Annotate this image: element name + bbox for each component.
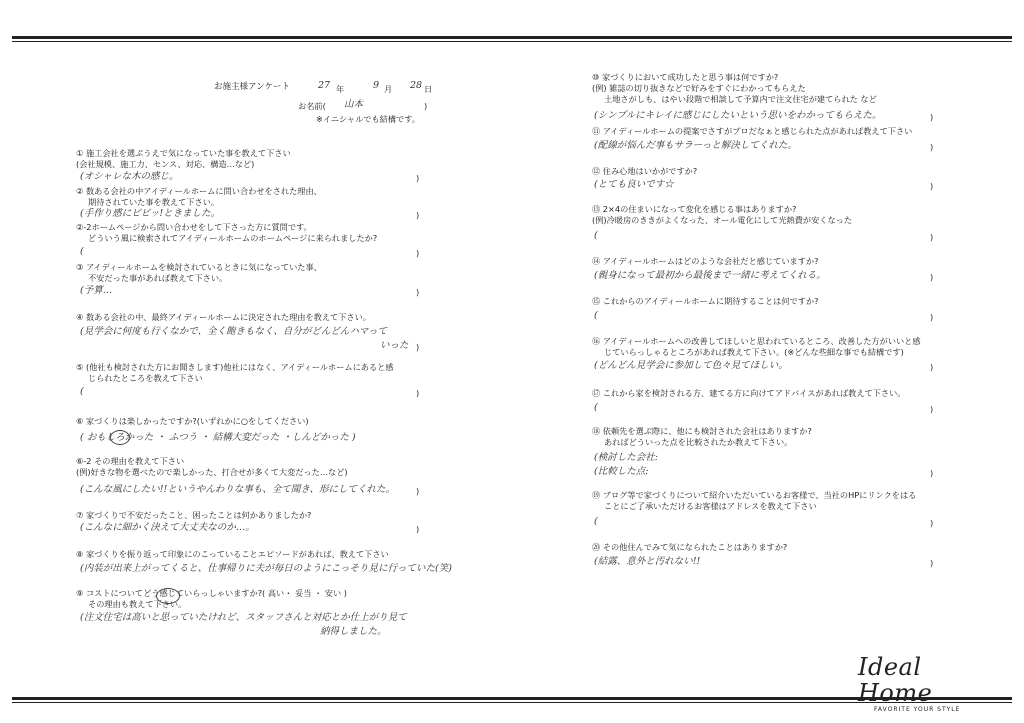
date-year-label: 年 (336, 84, 345, 94)
q11-question-line: ⑪ アイディールホームの提案でさすがプロだなぁと感じられた点があれば教えて下さい (592, 126, 913, 136)
q1-question-line: (会社規模、施工力、センス、対応、構造…など) (76, 159, 255, 169)
q3-answer-close: ) (416, 287, 420, 297)
survey-title: お施主様アンケート (214, 82, 290, 92)
q5-question-line: じられたところを教えて下さい (88, 373, 203, 383)
q2-answer: (手作り感にビビッ!ときました。 (80, 208, 221, 219)
q3-answer: (予算… (80, 285, 113, 296)
q2b-question-line: ②-2ホームページから問い合わせをして下さった方に質問です。 (76, 222, 312, 232)
q20-question-line: ⑳ その他住んでみて気になられたことはありますか? (592, 542, 788, 552)
q9-question-line: その理由も教えて下さい。 (88, 599, 187, 609)
q3-question-line: 不安だった事があれば教えて下さい。 (88, 273, 228, 283)
q1-answer-close: ) (416, 173, 420, 183)
q18-answer-close: ) (930, 468, 934, 478)
q5-answer-close: ) (416, 388, 420, 398)
date-day: 28 (410, 80, 423, 91)
q6b-answer: (こんな風にしたい!!というやんわりな事も、全て聞き、形にしてくれた。 (80, 484, 395, 495)
q5-question-line: ⑤ (他社も検討された方にお聞きします)他社にはなく、アイディールホームにあると感 (76, 362, 394, 372)
q16-answer: (どんどん見学会に参加して色々見てほしい。 (594, 360, 788, 371)
q13-question-line: ⑬ 2×4の住まいになって変化を感じる事はありますか? (592, 204, 797, 214)
q8-question-line: ⑧ 家づくりを振り返って印象にのこっていることエピソードがあれば、教えて下さい (76, 549, 389, 559)
q18-question-line: あればどういった点を比較されたか教えて下さい。 (604, 437, 793, 447)
q16-question-line: じていらっしゃるところがあれば教えて下さい。(※どんな些細な事でも結構です) (604, 347, 904, 357)
q6-question-line: ⑥ 家づくりは楽しかったですか?(いずれかに○をしてください) (76, 416, 309, 426)
q12-question-line: ⑫ 住み心地はいかがですか? (592, 166, 698, 176)
q4-answer-close: ) (416, 342, 420, 352)
q13-answer-close: ) (930, 232, 934, 242)
q9-answer: 納得しました。 (320, 626, 387, 637)
q19-question-line: ことにご了承いただけるお客様はアドレスを教えて下さい (604, 501, 817, 511)
q15-answer-close: ) (930, 312, 934, 322)
q1-question-line: ① 施工会社を選ぶうえで気になっていた事を教えて下さい (76, 148, 291, 158)
q2b-answer-close: ) (416, 248, 420, 258)
q10-question-line: ⑩ 家づくりにおいて成功したと思う事は何ですか? (592, 72, 779, 82)
q3-question-line: ③ アイディールホームを検討されているときに気になっていた事、 (76, 262, 322, 272)
q7-question-line: ⑦ 家づくりで不安だったこと、困ったことは何かありましたか? (76, 510, 312, 520)
q14-answer: (親身になって最初から最後まで一緒に考えてくれる。 (594, 270, 826, 281)
q18-answer: (検討した会社: (594, 452, 658, 463)
q2-question-line: 期待されていた事を教えて下さい。 (88, 197, 220, 207)
q1-answer: (オシャレな木の感じ。 (80, 171, 179, 182)
q19-question-line: ⑲ ブログ等で家づくりについて紹介いただいているお客様で、当社のHPにリンクをはる (592, 490, 917, 500)
q14-answer-close: ) (930, 272, 934, 282)
q10-answer-close: ) (930, 112, 934, 122)
q6b-question-line: (例)好きな物を選べたので楽しかった、打合せが多くて大変だった…など) (76, 467, 348, 477)
initial-note: ※イニシャルでも結構です。 (316, 114, 420, 124)
q6b-answer-close: ) (416, 486, 420, 496)
top-rule-thin (12, 41, 1012, 42)
q13-answer: ( (594, 230, 598, 241)
q16-answer-close: ) (930, 362, 934, 372)
q16-question-line: ⑯ アイディールホームへの改善してほしいと思われているところ、改善した方がいいと感 (592, 336, 921, 346)
name-close: ) (424, 101, 428, 111)
q17-question-line: ⑰ これから家を検討される方、建てる方に向けてアドバイスがあれば教えて下さい。 (592, 388, 906, 398)
q9-question-line: ⑨ コストについてどう感じていらっしゃいますか?( 高い・ 妥当 ・ 安い ) (76, 588, 347, 598)
name-value: 山本 (344, 99, 364, 110)
name-label: お名前( (298, 101, 326, 111)
date-month-label: 月 (384, 84, 393, 94)
q11-answer: (配線が悩んだ事もサラーっと解決してくれた。 (594, 140, 797, 151)
q15-answer: ( (594, 310, 598, 321)
q11-answer-close: ) (930, 142, 934, 152)
q10-question-line: (例) 雑誌の切り抜きなどで好みをすぐにわかってもらえた (592, 83, 806, 93)
q4-answer: (見学会に何度も行くなかで、全く飽きもなく、自分がどんどんハマって (80, 326, 387, 337)
q13-question-line: (例)冷暖房のききがよくなった、オール電化にして光熱費が安くなった (592, 215, 853, 225)
q10-question-line: 土地さがしも、はやい段階で相談して予算内で注文住宅が建てられた など (604, 94, 877, 104)
q7-answer: (こんなに細かく決えて大丈夫なのか…。 (80, 522, 255, 533)
q17-answer-close: ) (930, 404, 934, 414)
date-month: 9 (373, 80, 380, 91)
choice-circle-fun (110, 430, 130, 445)
logo-name: Ideal Home (858, 653, 933, 707)
q18-answer: (比較した点: (594, 466, 649, 477)
q2-question-line: ② 数ある会社の中アイディールホームに問い合わせをされた理由、 (76, 186, 322, 196)
q2-answer-close: ) (416, 210, 420, 220)
q17-answer: ( (594, 402, 598, 413)
q12-answer-close: ) (930, 181, 934, 191)
q7-answer-close: ) (416, 524, 420, 534)
q12-answer: (とても良いです☆ (594, 179, 674, 190)
q14-question-line: ⑭ アイディールホームはどのような会社だと感じていますか? (592, 256, 819, 266)
q6b-question-line: ⑥-2 その理由を教えて下さい (76, 456, 185, 466)
q5-answer: ( (80, 386, 84, 397)
q18-question-line: ⑱ 依頼先を選ぶ際に、他にも検討された会社はありますか? (592, 426, 812, 436)
q2b-question-line: どういう風に検索されてアイディールホームのホームページに来られましたか? (88, 233, 378, 243)
q4-answer: いった (380, 340, 409, 351)
ideal-home-logo (858, 653, 966, 713)
q10-answer: (シンプルにキレイに感じにしたいという思いをわかってもらえた。 (594, 110, 882, 121)
date-day-label: 日 (424, 84, 433, 94)
top-rule (12, 36, 1012, 39)
q2b-answer: ( (80, 246, 84, 257)
q4-question-line: ④ 数ある会社の中、最終アイディールホームに決定された理由を教えて下さい。 (76, 312, 371, 322)
q15-question-line: ⑮ これからのアイディールホームに期待することは何ですか? (592, 296, 819, 306)
choice-circle-reasonable (156, 588, 180, 604)
q19-answer: ( (594, 516, 598, 527)
q6-answer: ( おもしろかった ・ ふつう ・ 結構大変だった ・しんどかった ) (80, 432, 356, 443)
date-year: 27 (318, 80, 331, 91)
q20-answer-close: ) (930, 558, 934, 568)
q8-answer: (内装が出来上がってくると、仕事帰りに夫が毎日のようにこっそり見に行っていた(笑) (80, 563, 452, 574)
q20-answer: (結露、意外と汚れない!! (594, 556, 701, 567)
logo-tagline: FAVORITE YOUR STYLE (874, 706, 961, 713)
q19-answer-close: ) (930, 518, 934, 528)
q9-answer: (注文住宅は高いと思っていたけれど、スタッフさんと対応とか仕上がり見て (80, 612, 407, 623)
